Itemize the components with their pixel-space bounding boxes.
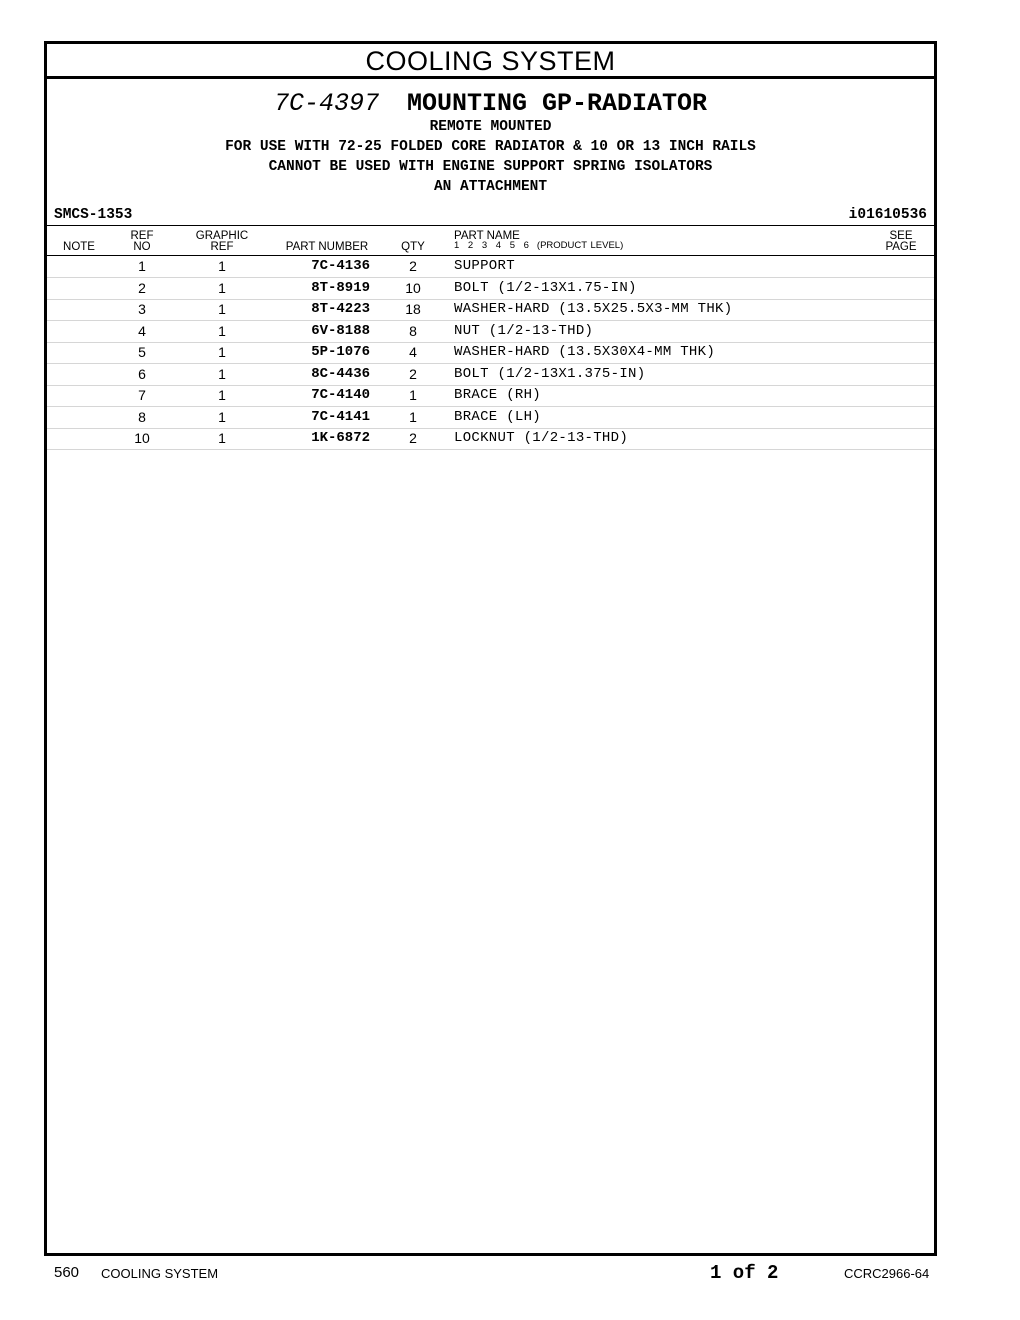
part-name: BOLT (1/2-13X1.75-IN) — [454, 279, 637, 296]
graphic-ref: 1 — [218, 301, 226, 317]
col-note: NOTE — [63, 241, 95, 253]
part-name: BOLT (1/2-13X1.375-IN) — [454, 365, 646, 382]
group-note: CANNOT BE USED WITH ENGINE SUPPORT SPRING ISOLATORS — [268, 159, 713, 175]
group-note: AN ATTACHMENT — [433, 179, 548, 195]
col-part-number: PART NUMBER — [285, 241, 369, 253]
ref-no: 4 — [138, 322, 146, 339]
footer-section-name: COOLING SYSTEM — [101, 1266, 219, 1281]
qty: 2 — [409, 258, 417, 274]
footer-doc-code: CCRC2966-64 — [844, 1266, 930, 1281]
group-part-number: 7C-4397 — [273, 89, 379, 118]
col-see-page-line1: SEE — [889, 230, 913, 242]
qty: 18 — [405, 301, 421, 317]
ref-no: 10 — [134, 430, 150, 446]
part-name: SUPPORT — [454, 258, 515, 274]
qty: 1 — [409, 387, 417, 403]
graphic-ref: 1 — [218, 344, 226, 360]
product-level-label: (PRODUCT LEVEL) — [536, 240, 624, 251]
qty: 10 — [405, 279, 421, 296]
smcs-code: SMCS-1353 — [54, 207, 133, 223]
part-name: BRACE (LH) — [454, 408, 542, 425]
illustration-id: i01610536 — [848, 207, 927, 223]
table-row — [47, 278, 934, 300]
ref-no: 5 — [138, 344, 146, 360]
graphic-ref: 1 — [218, 258, 226, 274]
ref-no: 2 — [138, 279, 146, 296]
graphic-ref: 1 — [218, 322, 226, 339]
col-qty: QTY — [401, 241, 425, 253]
graphic-ref: 1 — [218, 408, 226, 425]
graphic-ref: 1 — [218, 387, 226, 403]
ref-no: 6 — [138, 365, 146, 382]
group-note: FOR USE WITH 72-25 FOLDED CORE RADIATOR & 10 OR 13 INCH RAILS — [225, 139, 756, 155]
group-name: MOUNTING GP-RADIATOR — [406, 89, 708, 118]
table-row — [47, 428, 934, 450]
part-number: 8T-8919 — [311, 279, 370, 296]
table-row — [47, 321, 934, 343]
table-row — [47, 385, 934, 407]
footer-page-of: 1 of 2 — [710, 1262, 779, 1284]
part-number: 8C-4436 — [311, 365, 370, 382]
graphic-ref: 1 — [218, 279, 226, 296]
ref-no: 1 — [138, 258, 146, 274]
part-number: 5P-1076 — [311, 344, 370, 360]
group-heading — [47, 89, 934, 119]
qty: 2 — [409, 430, 417, 446]
col-graphic-ref-line2: REF — [210, 241, 234, 253]
table-row — [47, 364, 934, 386]
part-number: 1K-6872 — [311, 430, 370, 446]
part-number: 7C-4140 — [311, 387, 370, 403]
qty: 4 — [409, 344, 417, 360]
col-see-page-line2: PAGE — [885, 241, 917, 253]
graphic-ref: 1 — [218, 365, 226, 382]
part-number: 7C-4141 — [311, 408, 370, 425]
qty: 1 — [409, 408, 417, 425]
col-part-name: PART NAME — [454, 230, 520, 242]
product-level-numbers: 1 2 3 4 5 6 — [454, 240, 529, 251]
qty: 8 — [409, 322, 417, 339]
qty: 2 — [409, 365, 417, 382]
product-level-header — [454, 240, 623, 251]
part-name: LOCKNUT (1/2-13-THD) — [454, 430, 629, 446]
part-number: 6V-8188 — [311, 322, 370, 339]
ref-no: 8 — [138, 408, 146, 425]
col-ref-no-line2: NO — [133, 241, 151, 253]
table-row — [47, 342, 934, 364]
part-name: NUT (1/2-13-THD) — [454, 322, 594, 339]
part-name: WASHER-HARD (13.5X25.5X3-MM THK) — [454, 301, 733, 317]
ref-no: 3 — [138, 301, 146, 317]
group-note: REMOTE MOUNTED — [429, 119, 552, 135]
section-title: COOLING SYSTEM — [47, 44, 934, 79]
footer-page-number: 560 — [54, 1264, 80, 1281]
part-number: 8T-4223 — [311, 301, 370, 317]
col-graphic-ref-line1: GRAPHIC — [195, 230, 249, 242]
part-name: WASHER-HARD (13.5X30X4-MM THK) — [454, 344, 716, 360]
graphic-ref: 1 — [218, 430, 226, 446]
header-top-rule — [47, 225, 934, 226]
table-row — [47, 407, 934, 429]
col-ref-no-line1: REF — [130, 230, 154, 242]
parts-page-frame — [44, 41, 937, 1256]
table-row — [47, 256, 934, 278]
table-row — [47, 299, 934, 321]
part-number: 7C-4136 — [311, 258, 370, 274]
ref-no: 7 — [138, 387, 146, 403]
part-name: BRACE (RH) — [454, 387, 542, 403]
